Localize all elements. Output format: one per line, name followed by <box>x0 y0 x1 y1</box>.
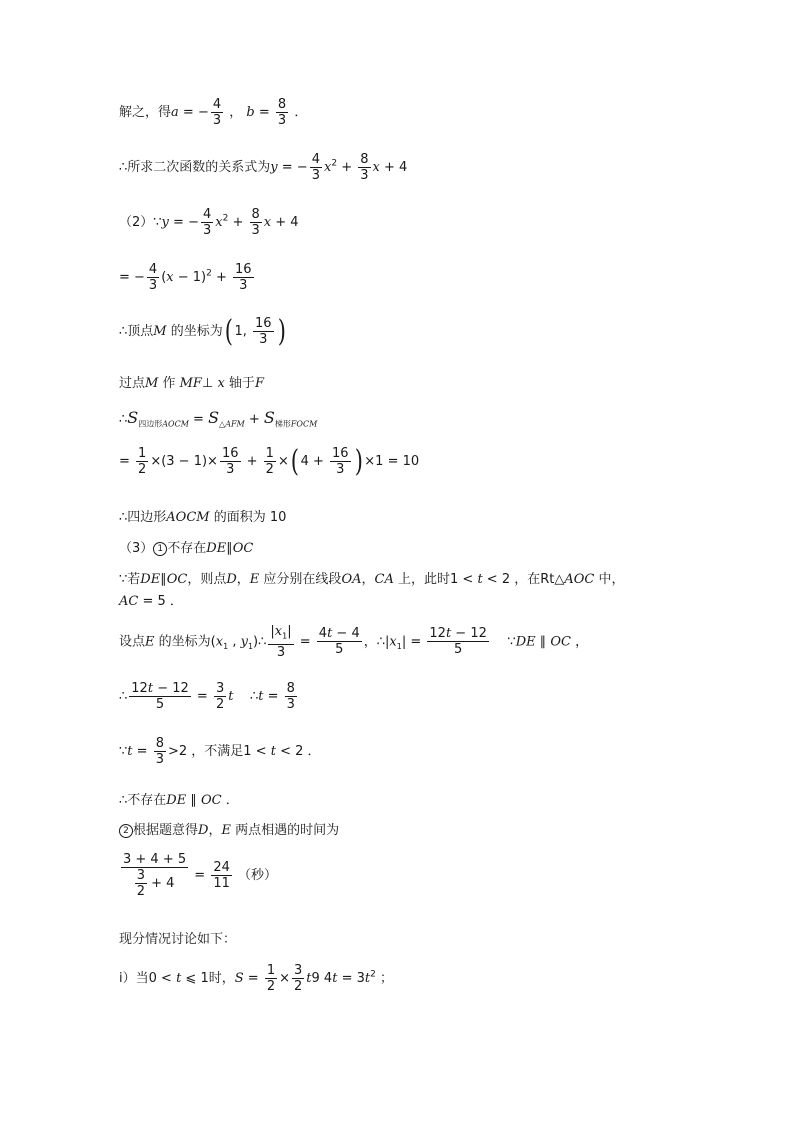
case-i-line: ⅰ）当0 < t ⩽ 1时，S = $\frac{1}{2}$ × $\frac{3}{2}$ t9 $4t = 3t^2$ ； <box>119 963 393 994</box>
part3-line: （3） 1 不存在DE∥OC <box>119 541 254 556</box>
part2-line: （2）∵y = − $\frac{4}{3}$ $x^2$ + $\frac{8}{3}$ x + 4 <box>119 207 299 238</box>
solve-t-line: ∴ $\frac{12t - 12}{5}$ = $\frac{3}{2}$ t ∴t = $\frac{8}{3}$ <box>119 681 295 712</box>
vertex-line: ∴顶点M 的坐标为( 1, $\frac{16}{3}$ ) <box>119 313 286 349</box>
solve-line: 解之，得a = − $\frac{4}{3}$ ， b = $\frac{8}{3}$ ． <box>119 97 308 128</box>
assumption-line: ∵若DE∥OC，则点D，E 应分别在线段OA，CA 上，此时1 < t < 2 ，在Rt△AOC 中， <box>119 572 625 587</box>
function-expression-line: ∴所求二次函数的关系式为y = − $\frac{4}{3}$ $x^2$ + $\frac{8}{3}$ x + 4 <box>119 152 408 183</box>
vertex-form-line: = − $\frac{4}{3}$ $(x - 1)^2$ + $\frac{16}{3}$ <box>119 262 252 293</box>
point-e-line: 设点E 的坐标为($x_1$ , $y_1)\therefore$ $\frac{|x_1|}{3}$ = $\frac{4t - 4}{5}$ ，$\therefore|x_1|$ = $\frac{12t - 12}{5}$ ∵DE ∥ OC ， <box>119 624 589 660</box>
perpendicular-line: 过点M 作 MF⊥ x 轴于F <box>119 376 264 391</box>
discussion-line: 现分情况讨论如下： <box>119 932 237 947</box>
conclusion-line: ∴不存在DE ∥ OC ． <box>119 793 239 808</box>
area-result-line: ∴四边形AOCM 的面积为 10 <box>119 510 287 525</box>
meeting-time-formula: 3 + 4 + 5 $\frac{3}{2}$ + 4 = $\frac{24}{11}$ （秒） <box>123 852 278 899</box>
t-check-line: ∵t = $\frac{8}{3}$ >2 ，不满足1 < t < 2 ． <box>119 736 321 767</box>
area-sum-line: $\therefore S_{四边形AOCM} = S_{\triangle AFM} + S_{梯形FOCM}$ <box>119 408 318 429</box>
ac-length-line: AC = 5 ． <box>119 594 183 609</box>
area-calc-line: = $\frac{1}{2}$ ×(3 − 1)× $\frac{16}{3}$ + $\frac{1}{2}$ ×( 4 + $\frac{16}{3}$ ) ×1 = 10 <box>119 443 420 479</box>
meeting-time-line: 2 根据题意得D，E 两点相遇的时间为 <box>119 819 339 838</box>
